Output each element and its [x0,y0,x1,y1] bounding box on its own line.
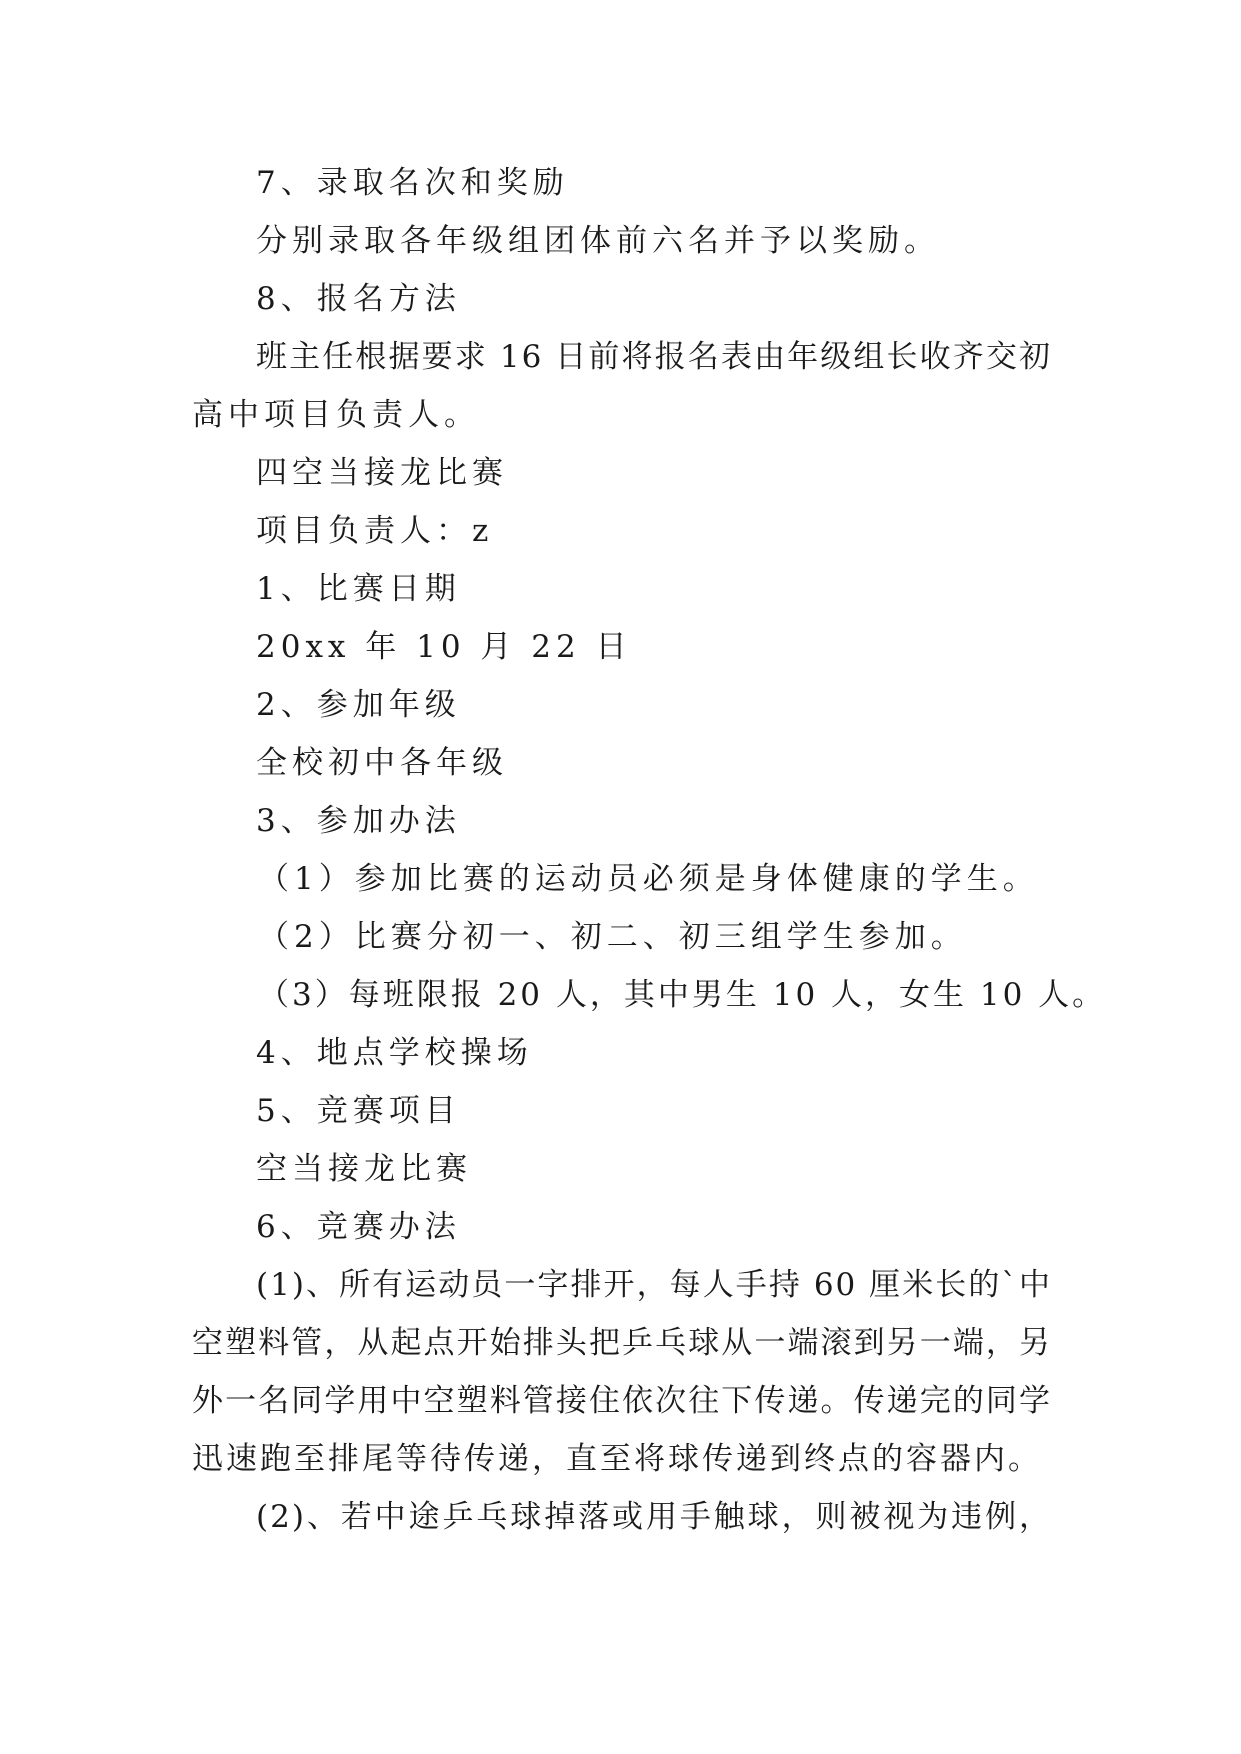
section-heading: 6、竞赛办法 [256,1209,461,1245]
section-heading: 7、录取名次和奖励 [256,165,569,201]
paragraph-line: 空塑料管，从起点开始排头把乒乓球从一端滚到另一端，另 [192,1325,1052,1361]
paragraph-line: 分别录取各年级组团体前六名并予以奖励。 [256,223,940,259]
section-heading: 8、报名方法 [256,281,461,317]
section-heading: 5、竞赛项目 [256,1093,461,1129]
paragraph-line: 20xx 年 10 月 22 日 [256,629,632,665]
paragraph-line: 外一名同学用中空塑料管接住依次往下传递。传递完的同学 [192,1383,1052,1419]
section-heading: 2、参加年级 [256,687,461,723]
section-heading: 4、地点学校操场 [256,1035,533,1071]
paragraph-line: 班主任根据要求 16 日前将报名表由年级组长收齐交初 [256,339,1052,375]
paragraph-line: 空当接龙比赛 [256,1151,472,1187]
paragraph-line: 全校初中各年级 [256,745,508,781]
section-heading: 1、比赛日期 [256,571,461,607]
paragraph-line: (2)、若中途乒乓球掉落或用手触球，则被视为违例， [256,1499,1052,1535]
section-heading: 3、参加办法 [256,803,461,839]
list-item: （3）每班限报 20 人，其中男生 10 人，女生 10 人。 [258,977,1107,1013]
paragraph-line: 项目负责人：z [256,513,494,549]
paragraph-line: (1)、所有运动员一字排开，每人手持 60 厘米长的`中 [256,1267,1052,1303]
paragraph-line: 迅速跑至排尾等待传递，直至将球传递到终点的容器内。 [192,1441,1042,1477]
event-title: 四空当接龙比赛 [256,455,508,491]
list-item: （1）参加比赛的运动员必须是身体健康的学生。 [258,861,1039,897]
list-item: （2）比赛分初一、初二、初三组学生参加。 [258,919,967,955]
paragraph-line: 高中项目负责人。 [192,397,480,433]
